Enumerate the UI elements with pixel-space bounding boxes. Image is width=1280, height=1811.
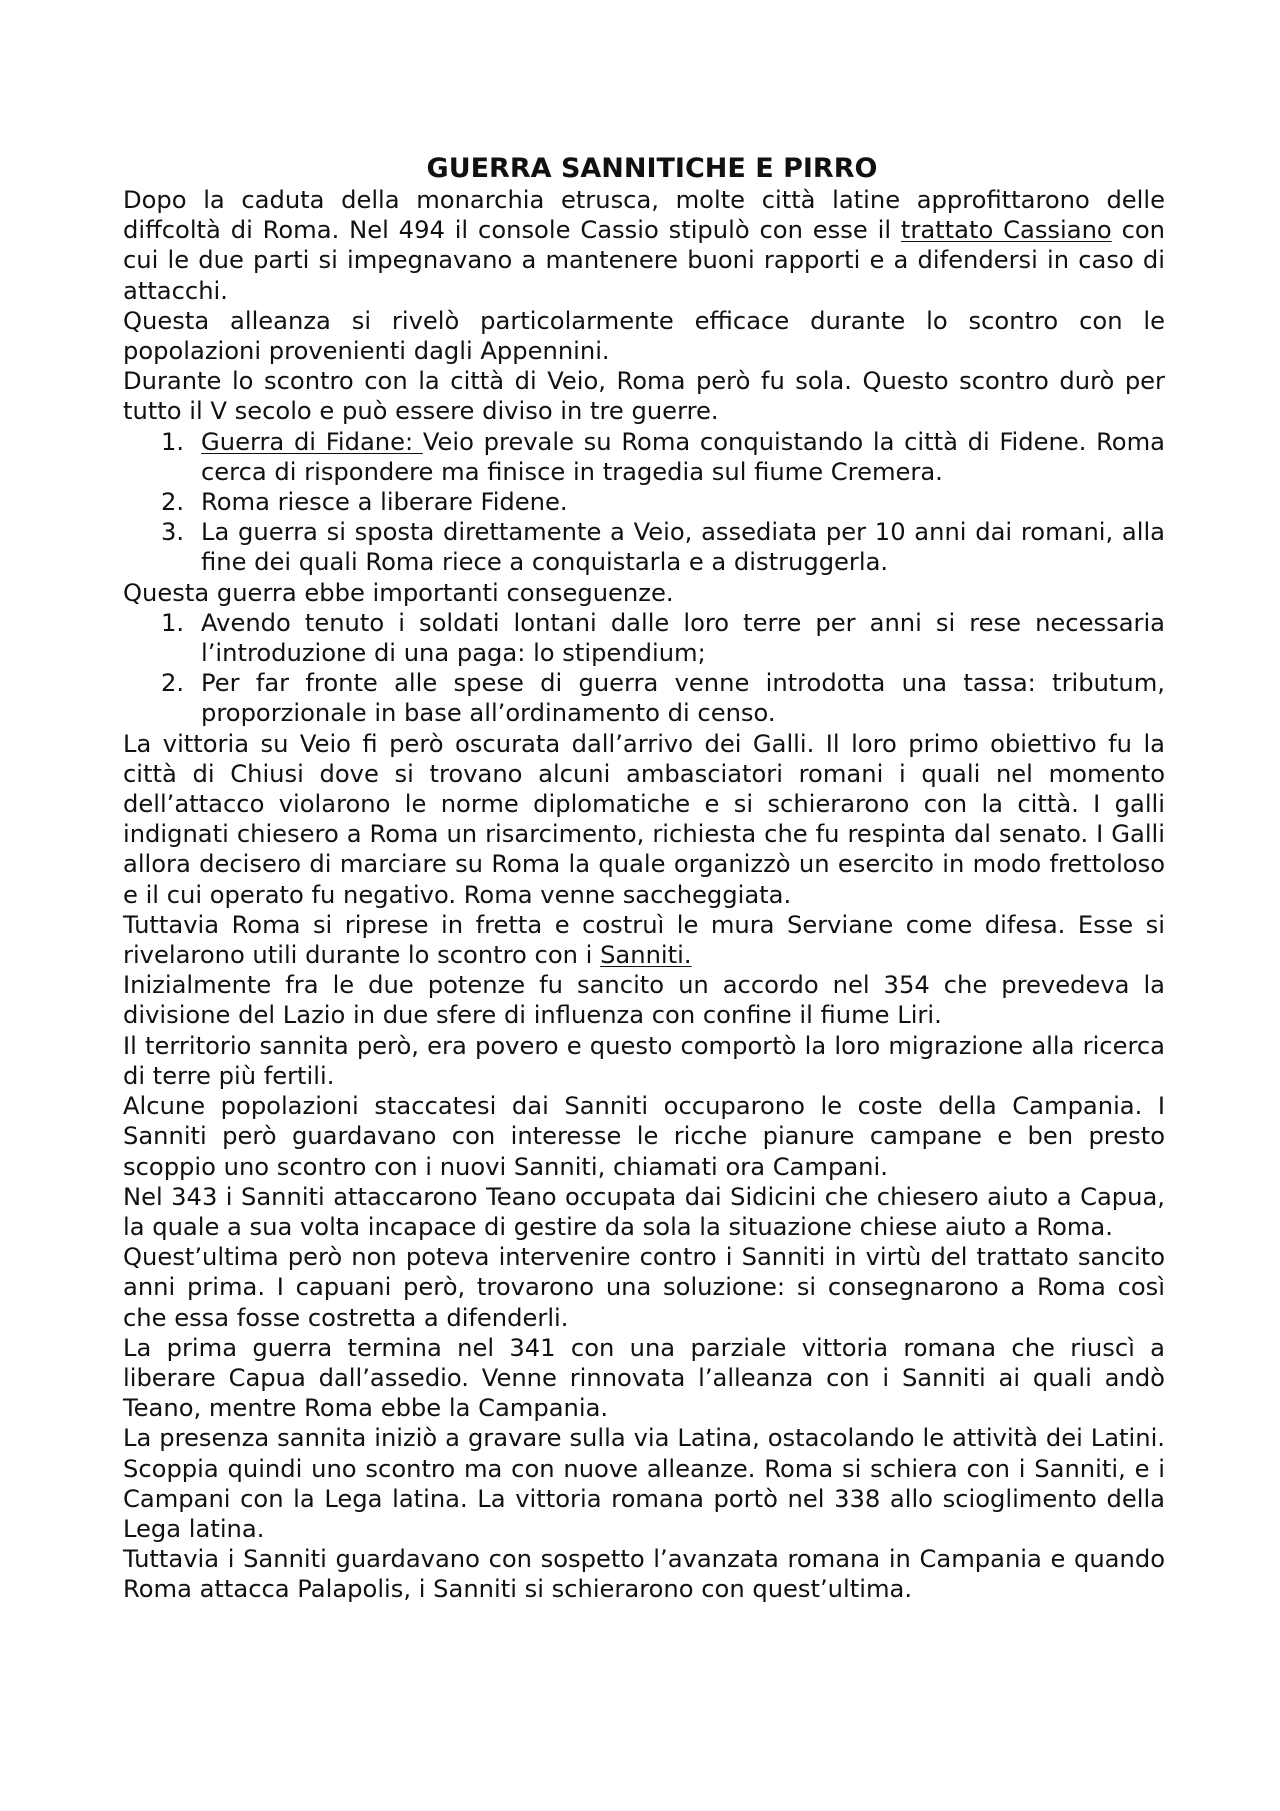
list-item-text: Per far fronte alle spese di guerra venne introdotta una tassa: tributum, proporzionale in base all’ordinamento di censo. xyxy=(201,669,1165,728)
list-item-number: 1. xyxy=(161,427,185,456)
list-item-number: 3. xyxy=(161,518,185,547)
list-item xyxy=(123,668,1165,728)
paragraph-galli: La vittoria su Veio fi però oscurata dall’arrivo dei Galli. Il loro primo obiettivo fu la città di Chiusi dove si trovano alcuni ambasciatori romani i quali nel momento dell’attacco violarono le norme diplomatiche e si schierarono con la città. I galli indignati chiesero a Roma un risarcimento, richiesta che fu respinta dal senato. I Galli allora decisero di marciare su Roma la quale organizzò un esercito in modo frettoloso e il cui operato fu negativo. Roma venne saccheggiata. xyxy=(123,729,1165,909)
document-body xyxy=(123,152,1165,1605)
list-item xyxy=(123,487,1165,517)
list-item xyxy=(123,608,1165,668)
list-item-text: Avendo tenuto i soldati lontani dalle loro terre per anni si rese necessaria l’introduzione di una paga: lo stipendium; xyxy=(201,608,1165,668)
paragraph-lega-latina: La presenza sannita iniziò a gravare sulla via Latina, ostacolando le attività dei Latini. Scoppia quindi uno scontro ma con nuove alleanze. Roma si schiera con i Sanniti, e i Campani con la Lega latina. La vittoria romana portò nel 338 allo scioglimento della Lega latina. xyxy=(123,1424,1165,1543)
list-item xyxy=(123,517,1165,577)
paragraph-conseguenze: Questa guerra ebbe importanti conseguenze. xyxy=(123,578,674,607)
list-item-number: 2. xyxy=(161,669,185,698)
paragraph-text: Tuttavia Roma si riprese in fretta e costruì le mura Serviane come difesa. Esse si rivelarono utili durante lo scontro con i xyxy=(123,910,1165,970)
paragraph-territorio-sannita: Il territorio sannita però, era povero e questo comportò la loro migrazione alla ricerca di terre più fertili. xyxy=(123,1031,1165,1090)
list-item xyxy=(123,427,1165,487)
paragraph-palapolis: Tuttavia i Sanniti guardavano con sospetto l’avanzata romana in Campania e quando Roma attacca Palapolis, i Sanniti si schierarono con quest’ultima. xyxy=(123,1545,1165,1604)
list-item-text: Veio prevale su Roma conquistando la città di Fidene. Roma cerca di rispondere ma finisce in tragedia sul fiume Cremera. xyxy=(201,427,1165,486)
list-guerre-veio xyxy=(123,427,1165,578)
list-item-number: 2. xyxy=(161,488,185,517)
list-conseguenze xyxy=(123,608,1165,729)
paragraph-veio: Durante lo scontro con la città di Veio, Roma però fu sola. Questo scontro durò per tutto il V secolo e può essere diviso in tre guerre. xyxy=(123,367,1165,426)
paragraph-cassiano xyxy=(123,185,1165,306)
paragraph-capuani: Quest’ultima però non poteva intervenire contro i Sanniti in virtù del trattato sancito anni prima. I capuani però, trovarono una soluzione: si consegnarono a Roma così che essa fosse costretta a difenderli. xyxy=(123,1243,1165,1332)
list-item-number: 1. xyxy=(161,608,185,637)
list-item-text: La guerra si sposta direttamente a Veio, assediata per 10 anni dai romani, alla fine dei quali Roma riece a conquistarla e a distruggerla. xyxy=(201,518,1165,577)
paragraph-alleanza: Questa alleanza si rivelò particolarmente efficace durante lo scontro con le popolazioni provenienti dagli Appennini. xyxy=(123,306,1165,366)
paragraph-prima-guerra: La prima guerra termina nel 341 con una parziale vittoria romana che riuscì a liberare Capua dall’assedio. Venne rinnovata l’alleanza con i Sanniti ai quali andò Teano, mentre Roma ebbe la Campania. xyxy=(123,1333,1165,1423)
paragraph-teano: Nel 343 i Sanniti attaccarono Teano occupata dai Sidicini che chiesero aiuto a Capua, la quale a sua volta incapace di gestire da sola la situazione chiese aiuto a Roma. xyxy=(123,1182,1165,1241)
document-title: GUERRA SANNITICHE E PIRRO xyxy=(426,153,878,184)
underlined-term-trattato-cassiano: trattato Cassiano xyxy=(900,216,1112,245)
paragraph-text: con cui le due parti si impegnavano a mantenere buoni rapporti e a difendersi in caso di attacchi. xyxy=(123,216,1165,305)
paragraph-accordo-354: Inizialmente fra le due potenze fu sancito un accordo nel 354 che prevedeva la divisione del Lazio in due sfere di influenza con confine il fiume Liri. xyxy=(123,971,1165,1030)
underlined-term-guerra-di-fidane: Guerra di Fidane: xyxy=(201,427,423,456)
paragraph-text: Dopo la caduta della monarchia etrusca, molte città latine approfittarono delle diffcoltà di Roma. Nel 494 il console Cassio stipulò con esse il xyxy=(123,186,1165,245)
underlined-term-sanniti: Sanniti. xyxy=(600,941,692,970)
paragraph-campania: Alcune popolazioni staccatesi dai Sanniti occuparono le coste della Campania. I Sanniti però guardavano con interesse le ricche pianure campane e ben presto scoppio uno scontro con i nuovi Sanniti, chiamati ora Campani. xyxy=(123,1092,1165,1181)
paragraph-mura-serviane xyxy=(123,910,1165,970)
list-item-text: Roma riesce a liberare Fidene. xyxy=(201,488,568,517)
